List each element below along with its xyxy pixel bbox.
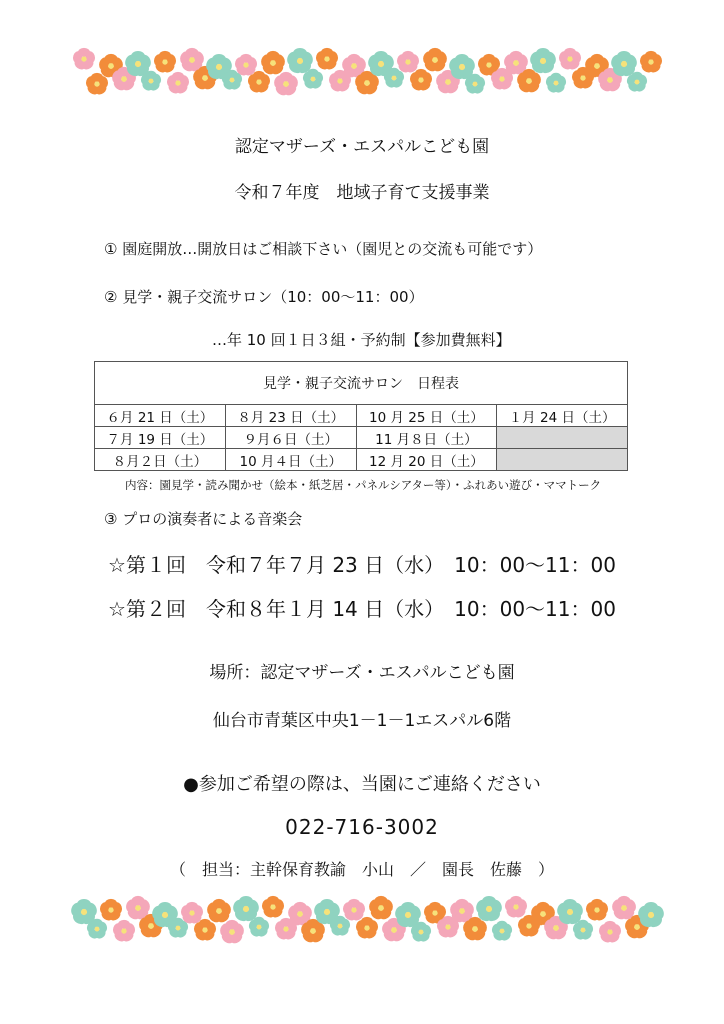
- flower-icon: [409, 69, 434, 93]
- flower-icon: [598, 921, 623, 945]
- contact-request: ●参加ご希望の際は、当園にご連絡ください: [183, 774, 541, 795]
- schedule-cell-empty: [497, 427, 628, 449]
- flower-border-bottom: [70, 890, 670, 950]
- flower-icon: [261, 896, 286, 920]
- salon-item: ② 見学・親子交流サロン（10：00～11：00）: [104, 288, 424, 306]
- schedule-title: 見学・親子交流サロン 日程表: [95, 362, 628, 405]
- flower-icon: [558, 48, 583, 72]
- flower-icon: [153, 51, 178, 75]
- salon-note: …年 10 回１日３組・予約制【参加費無料】: [212, 331, 511, 349]
- flower-icon: [315, 48, 340, 72]
- schedule-cell: 12 月 20 日（土）: [356, 449, 497, 471]
- organization-title: 認定マザーズ・エスパルこども園: [234, 137, 490, 157]
- table-row: [95, 427, 628, 449]
- flower-border-top: [70, 42, 670, 102]
- concert-session-1: ☆第１回 令和７年７月 23 日（水） 10：00～11：00: [108, 553, 616, 577]
- flower-icon: [367, 896, 394, 922]
- schedule-cell-empty: [497, 449, 628, 471]
- flower-icon: [545, 73, 568, 95]
- flower-icon: [639, 51, 664, 75]
- schedule-table: [94, 361, 628, 471]
- schedule-cell: １月 24 日（土）: [497, 405, 628, 427]
- schedule-content-note: 内容：園見学・読み聞かせ（絵本・紙芝居・パネルシアター等）・ふれあい遊び・ママトーク: [125, 478, 602, 492]
- venue-place: 場所：認定マザーズ・エスパルこども園: [209, 663, 515, 683]
- program-subtitle: 令和７年度 地域子育て支援事業: [234, 183, 490, 203]
- schedule-cell: 10 月 25 日（土）: [356, 405, 497, 427]
- schedule-cell: 11 月８日（土）: [356, 427, 497, 449]
- flower-icon: [218, 920, 245, 946]
- flower-icon: [355, 917, 380, 941]
- schedule-cell: ８月２日（土）: [95, 449, 226, 471]
- flower-icon: [504, 896, 529, 920]
- schedule-cell: ９月６日（土）: [225, 427, 356, 449]
- venue-address: 仙台市青葉区中央1－1－1エスパル6階: [212, 711, 512, 731]
- flower-icon: [166, 72, 191, 96]
- flower-icon: [112, 920, 137, 944]
- schedule-cell: ６月 21 日（土）: [95, 405, 226, 427]
- phone-number[interactable]: 022-716-3002: [285, 815, 439, 839]
- schedule-cell: 10 月４日（土）: [225, 449, 356, 471]
- flower-icon: [99, 899, 124, 923]
- staff-names: （ 担当：主幹保育教諭 小山 ／ 園長 佐藤 ）: [169, 860, 554, 879]
- flower-icon: [491, 921, 514, 943]
- schedule-cell: ８月 23 日（土）: [225, 405, 356, 427]
- garden-open-item: ① 園庭開放…開放日はご相談下さい（園児との交流も可能です）: [104, 240, 543, 258]
- table-row: [95, 449, 628, 471]
- table-row: [95, 405, 628, 427]
- flower-icon: [585, 899, 610, 923]
- concert-session-2: ☆第２回 令和８年１月 14 日（水） 10：00～11：00: [108, 597, 616, 621]
- flower-icon: [421, 48, 448, 74]
- flower-icon: [72, 48, 97, 72]
- schedule-cell: ７月 19 日（土）: [95, 427, 226, 449]
- concert-heading: ③ プロの演奏者による音楽会: [104, 510, 303, 528]
- flower-icon: [272, 72, 299, 98]
